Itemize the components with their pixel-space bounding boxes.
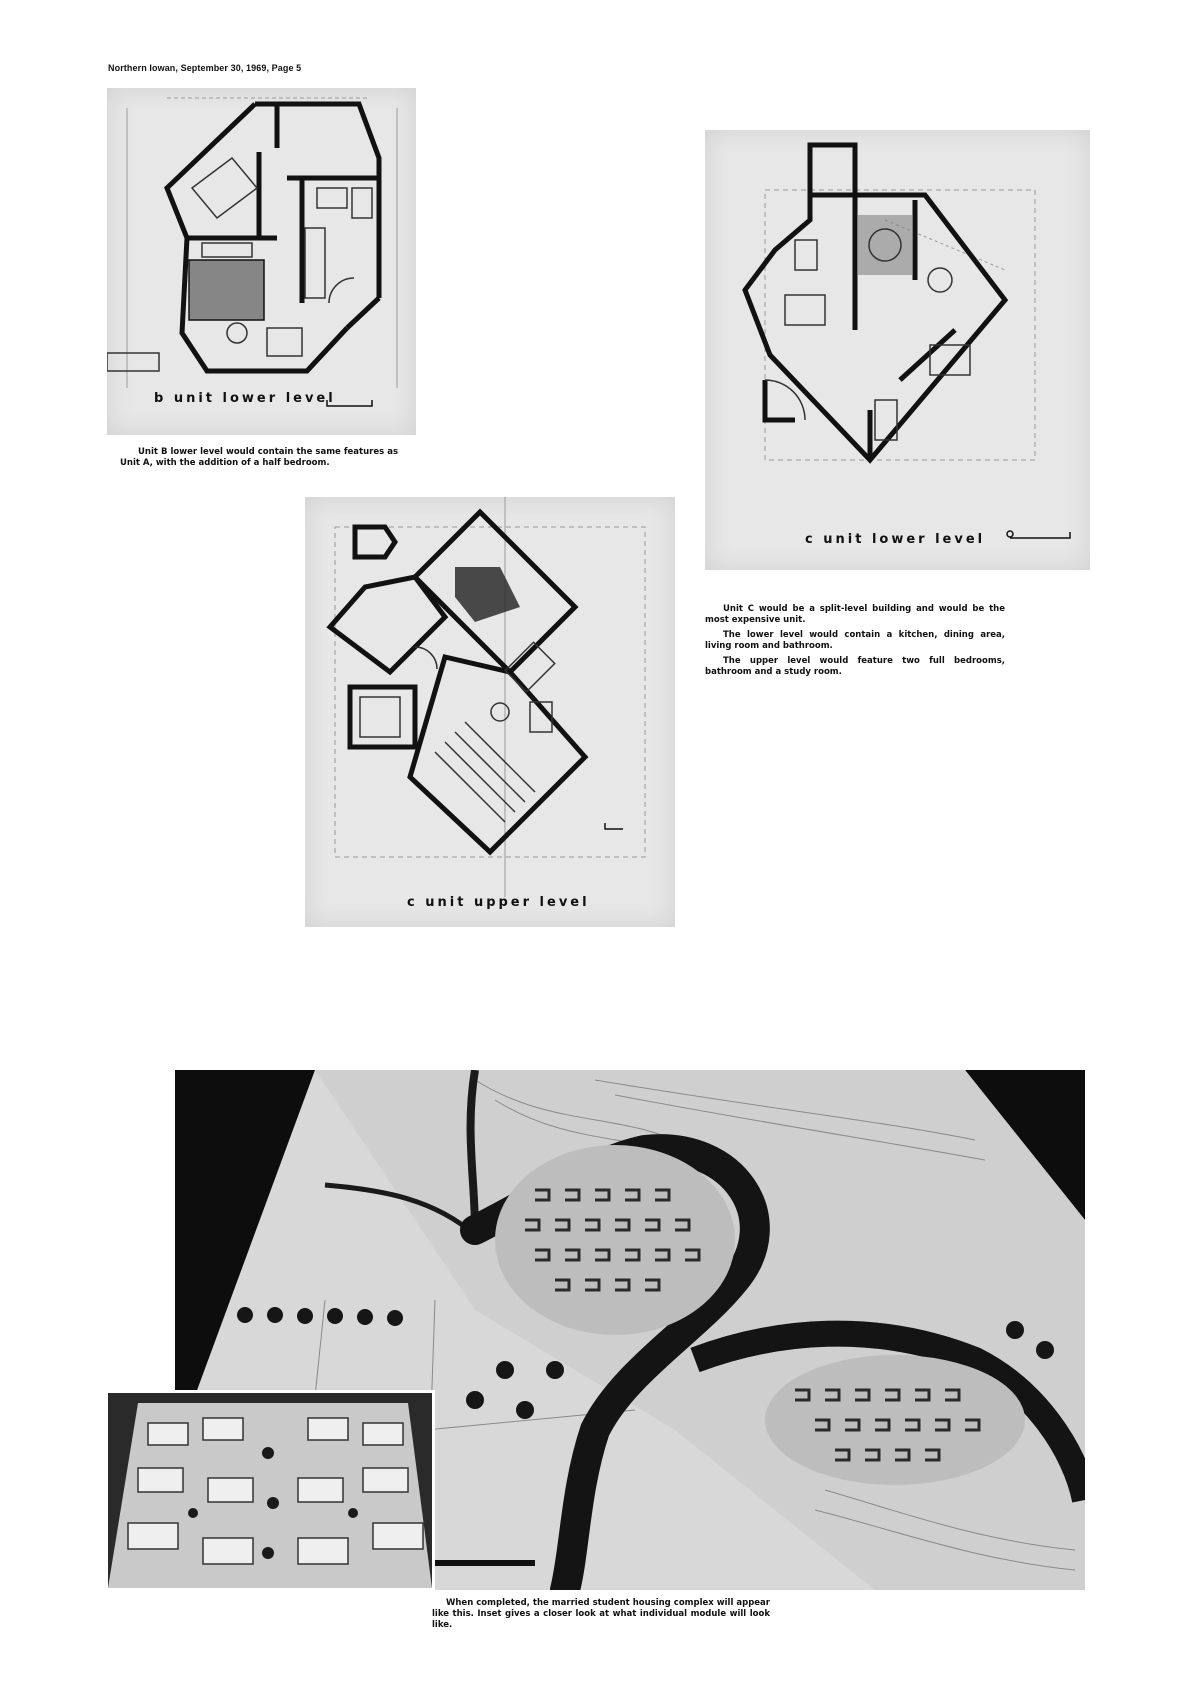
caption-unit-c-paragraph-1: Unit C would be a split-level building and would be the most expensive unit. [705,604,1005,625]
plan-label-c-lower: c unit lower level [805,532,986,547]
module-inset-image [108,1393,432,1588]
caption-unit-b [120,447,398,473]
caption-unit-c [705,604,1005,682]
caption-unit-c-paragraph-3: The upper level would feature two full bedrooms, bathroom and a study room. [705,656,1005,677]
running-head: Northern Iowan, September 30, 1969, Page 5 [108,63,302,73]
caption-unit-b-text: Unit B lower level would contain the same features as Unit A, with the addition of a half bedroom. [120,447,398,468]
plan-label-c-upper: c unit upper level [407,895,590,910]
caption-unit-c-paragraph-2: The lower level would contain a kitchen, dining area, living room and bathroom. [705,630,1005,651]
caption-model-photo-text: When completed, the married student housing complex will appear like this. Inset gives a closer look at what individual module will look like. [432,1598,770,1630]
floor-plan-c-unit-lower-level [705,130,1090,570]
plan-label-b-lower: b unit lower level [154,391,336,406]
scale-bar-icon [605,823,623,829]
floor-plan-b-unit-lower-level [107,88,416,435]
floor-plan-drawing [305,497,675,927]
scale-bar-icon [1007,531,1070,538]
module-inset-photo [105,1390,435,1591]
floor-plan-drawing [705,130,1090,570]
floor-plan-c-unit-upper-level [305,497,675,927]
floor-plan-drawing [107,88,416,435]
caption-model-photo [432,1598,770,1635]
